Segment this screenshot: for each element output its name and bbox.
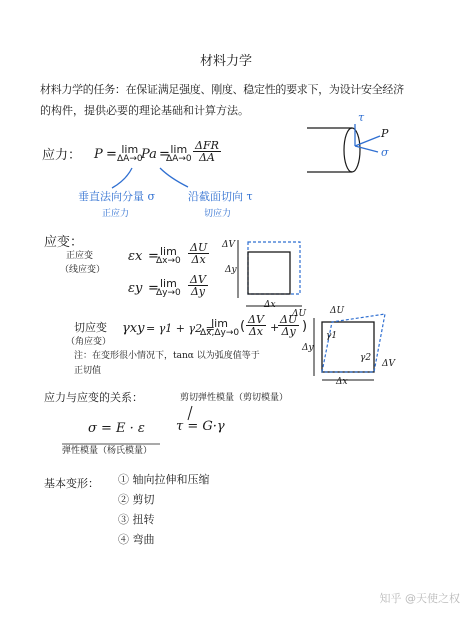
deformation-item-3: ③ 扭转	[118, 513, 155, 526]
handwritten-note: 材料力学 材料力学的任务：在保证满足强度、刚度、稳定性的要求下，为设计安全经济 的构件，提供必要的理论基础和计算方法。 应力： P = lim ΔA→0 Pa = lim ΔA→0 ΔFR ΔA τ P σ 垂直法向分量 σ 正应力 沿截面切向 τ 切应力 应变： 正应变 （线应变） εx = lim Δx→0 $\frac{\Delta U}{\Delta x}$ εy = lim Δy→0 $\frac{\Delta V}{\Delta y}$ ΔV Δy Δx ΔU 切应变 （角应变） γxy = γ1 + γ2 = lim Δx,Δy→0 ( $\frac{\Delta V}{\Delta x}$ + $\frac{\Delta U}{\Delta y}$ ) 注：在变形很小情况下，tanα 以为弧度值等于 正切值 ΔU ΔV Δx Δy γ1 γ2 应力与应变的关系： 剪切弹性模量（剪切模量） σ = E · ε τ = G·γ 弹性模量（杨氏模量） 基本变形： ① 轴向拉伸和压缩 ② 剪切 ③ 扭转 ④ 弯曲 知乎 @天使之权	[0, 0, 474, 620]
strain-ex: εx	[128, 249, 143, 264]
fraction-numerator: ΔU	[190, 241, 208, 254]
fraction-numerator: ΔV	[190, 273, 206, 286]
strain-box-dx: Δx	[264, 300, 276, 310]
stress-lim-1	[117, 144, 143, 164]
fraction-denominator: Δy	[190, 285, 206, 298]
shear-box-dy: Δy	[302, 343, 314, 353]
lim-text: lim	[121, 143, 139, 156]
task-line-1: 材料力学的任务：在保证满足强度、刚度、稳定性的要求下，为设计安全经济	[40, 83, 404, 96]
fraction-numerator: ΔU	[280, 313, 298, 326]
stress-p: P	[94, 147, 103, 162]
shear-fraction-2	[278, 314, 299, 337]
normal-strain-label: 正应变	[66, 251, 94, 261]
shear-stress-name: 切应力	[204, 209, 232, 219]
lim-sub: ΔA→0	[117, 154, 143, 164]
strain-fraction-y	[188, 274, 208, 297]
stress-eq-2: =	[159, 147, 170, 162]
shear-gamma-2: γ2	[360, 353, 372, 363]
strain-ey: εy	[128, 281, 143, 296]
shear-lim	[200, 318, 239, 338]
strain-box-du: ΔU	[292, 309, 307, 319]
shear-gamma-1: γ1	[326, 331, 338, 341]
hooke-law-normal: σ = E · ε	[88, 421, 145, 436]
fraction-denominator: Δx	[248, 325, 264, 338]
stress-lim-2	[166, 144, 192, 164]
shear-box-dv: ΔV	[382, 359, 395, 369]
diagram-sigma: σ	[381, 146, 389, 159]
shear-stress-def: 沿截面切向 τ	[188, 190, 253, 203]
page-title: 材料力学	[200, 54, 253, 69]
strain-label: 应变：	[44, 235, 84, 250]
strain-box-dy: Δy	[225, 265, 237, 275]
lim-text: lim	[159, 277, 177, 290]
deformation-item-2: ② 剪切	[118, 493, 155, 506]
shear-expr: = γ1 + γ2 =	[146, 322, 215, 335]
shear-strain-alias: （角应变）	[66, 337, 112, 347]
shear-diagram	[314, 314, 385, 380]
stress-fraction	[193, 140, 221, 163]
elastic-modulus-label: 弹性模量（杨氏模量）	[62, 446, 153, 456]
lim-text: lim	[170, 143, 188, 156]
task-line-2: 的构件，提供必要的理论基础和计算方法。	[40, 104, 249, 117]
lim-sub: Δy→0	[156, 288, 181, 298]
shear-fraction-1	[246, 314, 266, 337]
lim-text: lim	[159, 245, 177, 258]
shear-box-du: ΔU	[330, 306, 345, 316]
lim-text: lim	[211, 317, 228, 330]
stress-label: 应力：	[42, 148, 82, 163]
strain-diagram	[238, 240, 302, 306]
stress-pa: Pa	[141, 147, 157, 162]
fraction-numerator: ΔV	[248, 313, 264, 326]
cylinder-sketch	[307, 128, 360, 172]
fraction-denominator: Δx	[191, 253, 206, 266]
fraction-denominator: Δy	[281, 325, 296, 338]
relation-label: 应力与应变的关系：	[44, 391, 143, 404]
shear-plus: +	[270, 321, 280, 334]
shear-note-2: 正切值	[74, 366, 102, 376]
hooke-law-shear: τ = G·γ	[176, 419, 225, 434]
normal-stress-def: 垂直法向分量 σ	[78, 190, 156, 203]
stress-arrows	[112, 168, 188, 188]
shear-modulus-label: 剪切弹性模量（剪切模量）	[180, 393, 289, 403]
lim-sub: Δx→0	[156, 256, 181, 266]
shear-box-dx: Δx	[336, 377, 348, 387]
shear-note-1: 注：在变形很小情况下，tanα 以为弧度值等于	[74, 351, 260, 361]
deformation-label: 基本变形：	[44, 477, 99, 490]
shear-gamma: γxy	[122, 321, 145, 336]
fraction-denominator: ΔA	[198, 151, 215, 164]
watermark: 知乎 @天使之权	[379, 592, 460, 605]
diagram-tau: τ	[358, 111, 365, 124]
lim-sub: ΔA→0	[166, 154, 192, 164]
relation-arrows	[188, 406, 192, 420]
strain-fraction-x	[188, 242, 209, 265]
deformation-item-4: ④ 弯曲	[118, 533, 155, 546]
deformation-item-1: ① 轴向拉伸和压缩	[118, 473, 210, 486]
fraction-numerator: ΔFR	[195, 139, 219, 152]
lim-sub: Δx,Δy→0	[200, 328, 240, 338]
stress-eq-1: =	[106, 147, 117, 162]
strain-lim-x	[156, 246, 181, 266]
normal-strain-alias: （线应变）	[60, 265, 106, 275]
normal-stress-name: 正应力	[102, 209, 130, 219]
diagram-p: P	[381, 127, 389, 140]
strain-box-dv: ΔV	[222, 240, 235, 250]
strain-lim-y	[156, 278, 181, 298]
shear-strain-label: 切应变	[74, 321, 107, 334]
